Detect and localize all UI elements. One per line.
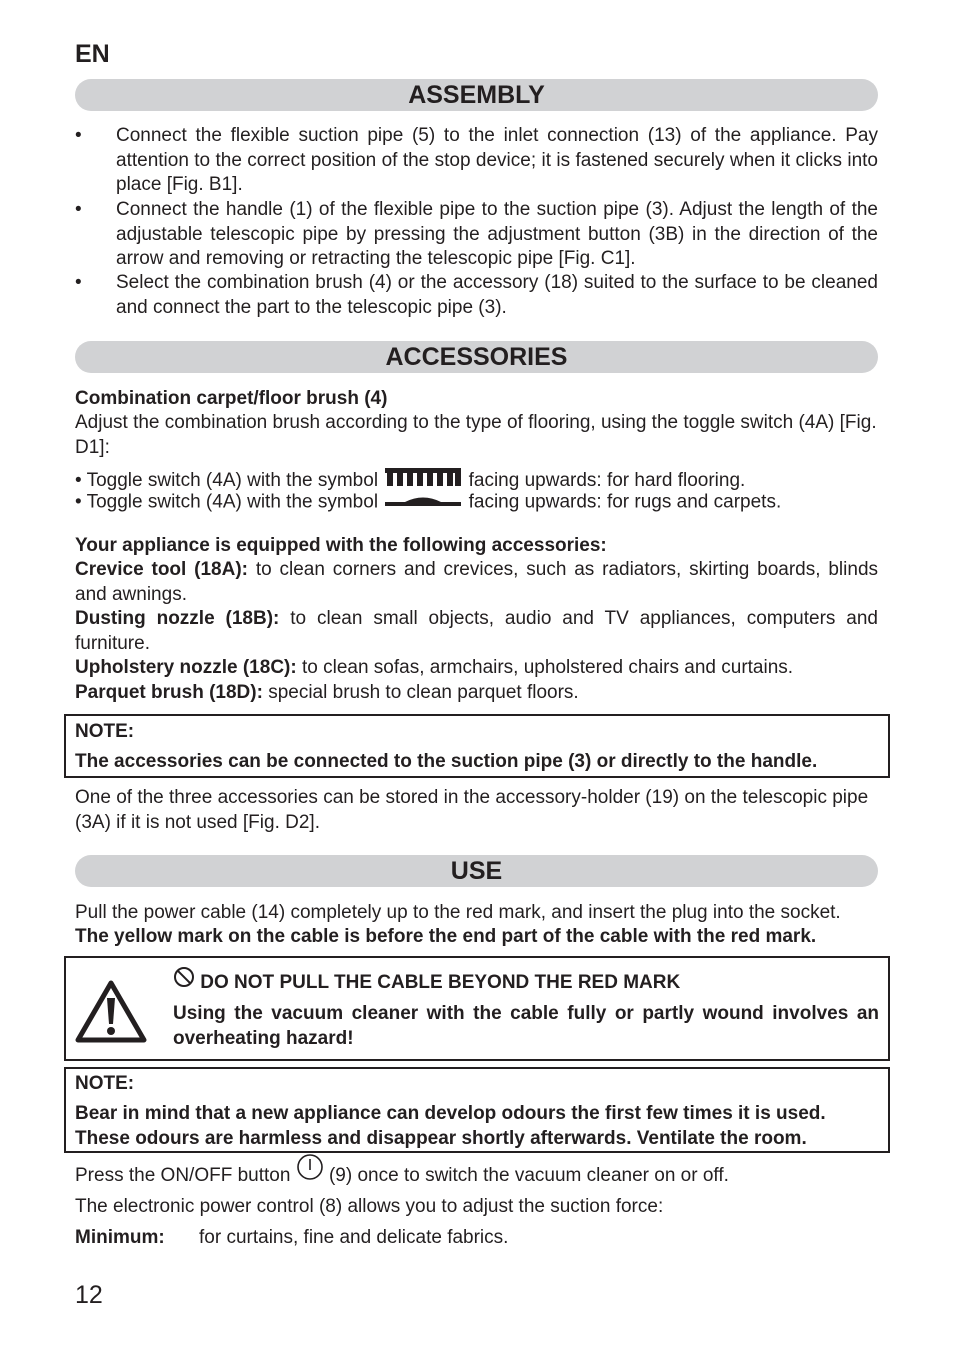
onoff-text — [75, 1163, 729, 1189]
bullet: • — [75, 272, 82, 293]
use-heading: USE — [75, 855, 878, 887]
warning-title — [173, 970, 680, 996]
power-button-icon — [296, 1153, 324, 1189]
toggle-post: facing upwards: for rugs and carpets. — [468, 491, 782, 513]
cable-bold-text: The yellow mark on the cable is before the end part of the cable with the red mark. — [75, 926, 817, 947]
warning-text: Using the vacuum cleaner with the cable fully or partly wound involves an overheating hazard! — [173, 1003, 879, 1049]
note-label: NOTE: — [75, 1073, 135, 1094]
page-number: 12 — [75, 1281, 103, 1309]
accessories-note-box — [64, 714, 890, 778]
assembly-item: Select the combination brush (4) or the accessory (18) suited to the surface to be cleaned and connect the part to the telescopic pipe (3). — [116, 272, 878, 318]
equipped-heading: Your appliance is equipped with the following accessories: — [75, 535, 607, 556]
parquet-text: special brush to clean parquet floors. — [268, 682, 579, 703]
brush-text: Adjust the combination brush according to the type of flooring, using the toggle switch (4A) [Fig. D1]: — [75, 412, 877, 458]
crevice-tool-item — [75, 558, 878, 607]
prohibited-icon — [173, 966, 195, 996]
assembly-item: Connect the handle (1) of the flexible pipe to the suction pipe (3). Adjust the length of the adjustable telescopic pipe by pressing the adjustment button (3B) in the direction of the arrow and removing or retracting the telescopic pipe [Fig. C1]. — [116, 199, 878, 270]
power-control-text: The electronic power control (8) allows you to adjust the suction force: — [75, 1196, 664, 1217]
parquet-label: Parquet brush (18D): — [75, 682, 263, 703]
cable-text: Pull the power cable (14) completely up to the red mark, and insert the plug into the socket. — [75, 902, 841, 923]
note-label: NOTE: — [75, 721, 135, 742]
note-text: The accessories can be connected to the suction pipe (3) or directly to the handle. — [75, 751, 818, 772]
dusting-label: Dusting nozzle (18B): — [75, 608, 280, 629]
toggle-pre: • Toggle switch (4A) with the symbol — [75, 469, 379, 491]
upholstery-nozzle-item — [75, 656, 878, 681]
warning-title-text: DO NOT PULL THE CABLE BEYOND THE RED MARK — [200, 971, 681, 993]
upholstery-label: Upholstery nozzle (18C): — [75, 657, 297, 678]
assembly-item: Connect the flexible suction pipe (5) to the inlet connection (13) of the appliance. Pay attention to the correct position of the stop device; it is fastened securely when it clicks into place [Fig. B1]. — [116, 125, 878, 196]
toggle-pre: • Toggle switch (4A) with the symbol — [75, 491, 379, 513]
warning-triangle-icon — [74, 978, 148, 1049]
onoff-post: (9) once to switch the vacuum cleaner on or off. — [328, 1164, 729, 1186]
crevice-text: to clean corners and crevices, such as radiators, skirting boards, blinds and awnings. — [75, 559, 879, 605]
toggle-post: facing upwards: for hard flooring. — [468, 469, 746, 491]
dusting-nozzle-item — [75, 607, 878, 656]
use-note-box — [64, 1067, 890, 1153]
brush-title: Combination carpet/floor brush (4) — [75, 388, 388, 409]
bullet: • — [75, 199, 82, 220]
onoff-pre: Press the ON/OFF button — [75, 1164, 291, 1186]
bullet: • — [75, 125, 82, 146]
carpet-symbol-icon — [383, 490, 463, 515]
language-code: EN — [75, 40, 110, 68]
upholstery-text: to clean sofas, armchairs, upholstered chairs and curtains. — [301, 657, 794, 678]
note-text: Bear in mind that a new appliance can develop odours the first few times it is used. These odours are harmless and disappear shortly afterwards. Ventilate the room. — [75, 1103, 826, 1149]
accessories-heading: ACCESSORIES — [75, 341, 878, 373]
toggle-carpet — [75, 490, 781, 515]
minimum-label: Minimum: — [75, 1227, 165, 1248]
dusting-text: to clean small objects, audio and TV appliances, computers and furniture. — [75, 608, 878, 654]
warning-box — [64, 956, 890, 1061]
parquet-brush-item — [75, 681, 878, 706]
storage-text: One of the three accessories can be stored in the accessory-holder (19) on the telescopic pipe (3A) if it is not used [Fig. D2]. — [75, 787, 869, 833]
assembly-heading: ASSEMBLY — [75, 79, 878, 111]
crevice-label: Crevice tool (18A): — [75, 559, 248, 580]
minimum-text: for curtains, fine and delicate fabrics. — [199, 1227, 509, 1248]
